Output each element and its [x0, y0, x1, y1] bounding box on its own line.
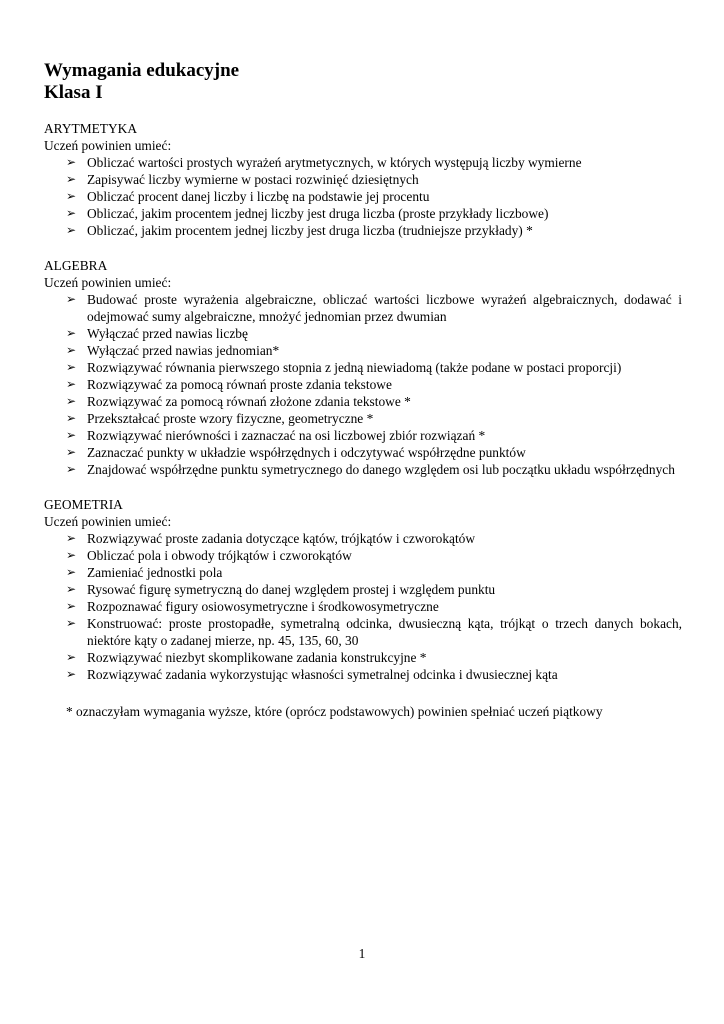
section-geometria	[44, 496, 682, 683]
section-intro: Uczeń powinien umieć:	[44, 275, 172, 290]
arrow-bullet-icon: ➢	[66, 650, 77, 664]
document-subtitle: Klasa I	[44, 82, 103, 103]
arrow-bullet-icon: ➢	[66, 155, 77, 169]
list-item	[66, 410, 682, 427]
arrow-bullet-icon: ➢	[66, 326, 77, 340]
section-title: ARYTMETYKA	[44, 121, 137, 136]
list-item-text: Rozwiązywać za pomocą równań proste zdania tekstowe	[87, 377, 392, 392]
list-item-text: Konstruować: proste prostopadłe, symetralną odcinka, dwusieczną kąta, trójkąt o trzech danych bokach, niektóre kąty o zadanej mierze, np. 45, 135, 60, 30	[87, 616, 682, 648]
list-item	[66, 444, 682, 461]
list-item	[66, 359, 682, 376]
section-intro: Uczeń powinien umieć:	[44, 514, 172, 529]
list-item	[66, 564, 682, 581]
arrow-bullet-icon: ➢	[66, 206, 77, 220]
list-item-text: Obliczać, jakim procentem jednej liczby jest druga liczba (proste przykłady liczbowe)	[87, 206, 549, 221]
arrow-bullet-icon: ➢	[66, 223, 77, 237]
arrow-bullet-icon: ➢	[66, 394, 77, 408]
list-item	[66, 649, 682, 666]
list-item-text: Obliczać pola i obwody trójkątów i czworokątów	[87, 548, 352, 563]
list-item	[66, 427, 682, 444]
section-arytmetyka	[44, 120, 682, 239]
list-item	[66, 530, 682, 547]
list-item-text: Wyłączać przed nawias jednomian*	[87, 343, 280, 358]
arrow-bullet-icon: ➢	[66, 377, 77, 391]
list-item-text: Rozpoznawać figury osiowosymetryczne i środkowosymetryczne	[87, 599, 439, 614]
list-item	[66, 154, 682, 171]
arrow-bullet-icon: ➢	[66, 565, 77, 579]
arrow-bullet-icon: ➢	[66, 667, 77, 681]
arrow-bullet-icon: ➢	[66, 343, 77, 357]
list-item-text: Rozwiązywać równania pierwszego stopnia z jedną niewiadomą (także podane w postaci proporcji)	[87, 360, 622, 375]
list-item-text: Zaznaczać punkty w układzie współrzędnych i odczytywać współrzędne punktów	[87, 445, 526, 460]
arrow-bullet-icon: ➢	[66, 531, 77, 545]
list-item	[66, 547, 682, 564]
list-item	[66, 291, 682, 325]
document-title: Wymagania edukacyjne	[44, 60, 240, 81]
list-item	[66, 342, 682, 359]
list-item-text: Przekształcać proste wzory fizyczne, geometryczne *	[87, 411, 374, 426]
list-item	[66, 325, 682, 342]
section-title: GEOMETRIA	[44, 497, 123, 512]
list-item-text: Zamieniać jednostki pola	[87, 565, 223, 580]
arrow-bullet-icon: ➢	[66, 428, 77, 442]
list-item-text: Rozwiązywać niezbyt skomplikowane zadania konstrukcyjne *	[87, 650, 427, 665]
arrow-bullet-icon: ➢	[66, 582, 77, 596]
list-item	[66, 188, 682, 205]
document-page	[44, 60, 682, 720]
list-item	[66, 581, 682, 598]
list-item-text: Obliczać wartości prostych wyrażeń arytmetycznych, w których występują liczby wymierne	[87, 155, 582, 170]
list-item	[66, 171, 682, 188]
list-item-text: Rozwiązywać zadania wykorzystując własności symetralnej odcinka i dwusiecznej kąta	[87, 667, 558, 682]
list-item	[66, 615, 682, 649]
arrow-bullet-icon: ➢	[66, 548, 77, 562]
list-item	[66, 376, 682, 393]
requirements-list	[44, 530, 682, 683]
list-item	[66, 222, 682, 239]
arrow-bullet-icon: ➢	[66, 445, 77, 459]
list-item-text: Znajdować współrzędne punktu symetrycznego do danego względem osi lub początku układu współrzędnych	[87, 462, 675, 477]
requirements-list	[44, 154, 682, 239]
list-item-text: Rozwiązywać nierówności i zaznaczać na osi liczbowej zbiór rozwiązań *	[87, 428, 486, 443]
list-item-text: Zapisywać liczby wymierne w postaci rozwinięć dziesiętnych	[87, 172, 419, 187]
list-item-text: Rysować figurę symetryczną do danej względem prostej i względem punktu	[87, 582, 496, 597]
section-intro: Uczeń powinien umieć:	[44, 138, 172, 153]
list-item-text: Rozwiązywać za pomocą równań złożone zdania tekstowe *	[87, 394, 411, 409]
arrow-bullet-icon: ➢	[66, 599, 77, 613]
list-item-text: Obliczać, jakim procentem jednej liczby jest druga liczba (trudniejsze przykłady) *	[87, 223, 533, 238]
list-item-text: Rozwiązywać proste zadania dotyczące kątów, trójkątów i czworokątów	[87, 531, 476, 546]
list-item	[66, 393, 682, 410]
arrow-bullet-icon: ➢	[66, 462, 77, 476]
list-item-text: Budować proste wyrażenia algebraiczne, obliczać wartości liczbowe wyrażeń algebraicznych, dodawać i odejmować sumy algebraiczne, mnożyć jednomian przez dwumian	[87, 292, 682, 324]
list-item	[66, 461, 682, 478]
list-item-text: Obliczać procent danej liczby i liczbę na podstawie jej procentu	[87, 189, 430, 204]
arrow-bullet-icon: ➢	[66, 292, 77, 306]
page-number: 1	[358, 946, 366, 961]
list-item	[66, 666, 682, 683]
list-item-text: Wyłączać przed nawias liczbę	[87, 326, 248, 341]
section-algebra	[44, 257, 682, 478]
arrow-bullet-icon: ➢	[66, 411, 77, 425]
list-item	[66, 205, 682, 222]
arrow-bullet-icon: ➢	[66, 189, 77, 203]
requirements-list	[44, 291, 682, 478]
list-item	[66, 598, 682, 615]
arrow-bullet-icon: ➢	[66, 616, 77, 630]
arrow-bullet-icon: ➢	[66, 172, 77, 186]
footnote: * oznaczyłam wymagania wyższe, które (oprócz podstawowych) powinien spełniać uczeń piątkowy	[66, 704, 603, 719]
section-title: ALGEBRA	[44, 258, 108, 273]
arrow-bullet-icon: ➢	[66, 360, 77, 374]
